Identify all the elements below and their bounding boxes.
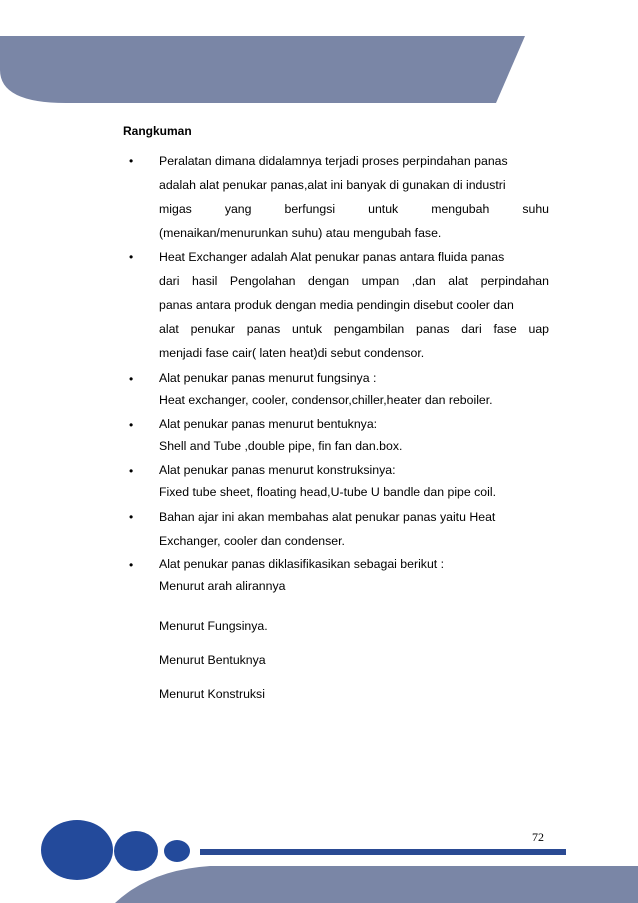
text-line: adalah alat penukar panas,alat ini banyak di gunakan di industri [159, 178, 506, 192]
sub-item: Menurut Konstruksi [159, 687, 265, 701]
text-line: Shell and Tube ,double pipe, fin fan dan.box. [159, 439, 403, 453]
sub-item: Menurut arah alirannya [159, 579, 286, 593]
bullet-icon: • [129, 558, 134, 572]
list-item [129, 505, 549, 553]
text-line: Fixed tube sheet, floating head,U-tube U bandle dan pipe coil. [159, 485, 497, 499]
list-item [129, 459, 549, 503]
text-line: Heat Exchanger adalah Alat penukar panas antara fluida panas [159, 250, 505, 264]
text-line: menjadi fase cair( laten heat)di sebut condensor. [159, 346, 425, 360]
bullet-icon: • [129, 464, 134, 478]
bullet-icon: • [129, 154, 134, 168]
text-line: panas antara produk dengan media pendingin disebut cooler dan [159, 298, 514, 312]
text-line: dari hasil Pengolahan dengan umpan ,dan alat perpindahan [159, 274, 549, 288]
list-item [129, 149, 549, 245]
summary-list [129, 149, 549, 711]
text-line: Alat penukar panas menurut fungsinya : [159, 371, 377, 385]
bullet-icon: • [129, 418, 134, 432]
text-line: Exchanger, cooler dan condenser. [159, 534, 345, 548]
text-line: Bahan ajar ini akan membahas alat penukar panas yaitu Heat [159, 510, 496, 524]
bullet-icon: • [129, 372, 134, 386]
list-item [129, 413, 549, 457]
text-line: (menaikan/menurunkan suhu) atau mengubah fase. [159, 226, 442, 240]
header-banner [0, 0, 638, 120]
bullet-icon: • [129, 510, 134, 524]
list-item [129, 245, 549, 365]
sub-item: Menurut Fungsinya. [159, 619, 268, 633]
text-line: alat penukar panas untuk pengambilan panas dari fase uap [159, 322, 549, 336]
text-line: Peralatan dimana didalamnya terjadi proses perpindahan panas [159, 154, 508, 168]
bullet-icon: • [129, 250, 134, 264]
page-number: 72 [532, 830, 544, 844]
text-line: Alat penukar panas diklasifikasikan sebagai berikut : [159, 557, 445, 571]
text-line: Alat penukar panas menurut bentuknya: [159, 417, 378, 431]
footer-decoration [0, 812, 638, 903]
text-line: Alat penukar panas menurut konstruksinya: [159, 463, 396, 477]
text-line: migas yang berfungsi untuk mengubah suhu [159, 202, 549, 216]
list-item [129, 367, 549, 411]
text-line: Heat exchanger, cooler, condensor,chiller,heater dan reboiler. [159, 393, 493, 407]
list-item [129, 553, 549, 711]
section-heading: Rangkuman [123, 124, 192, 138]
sub-item: Menurut Bentuknya [159, 653, 266, 667]
